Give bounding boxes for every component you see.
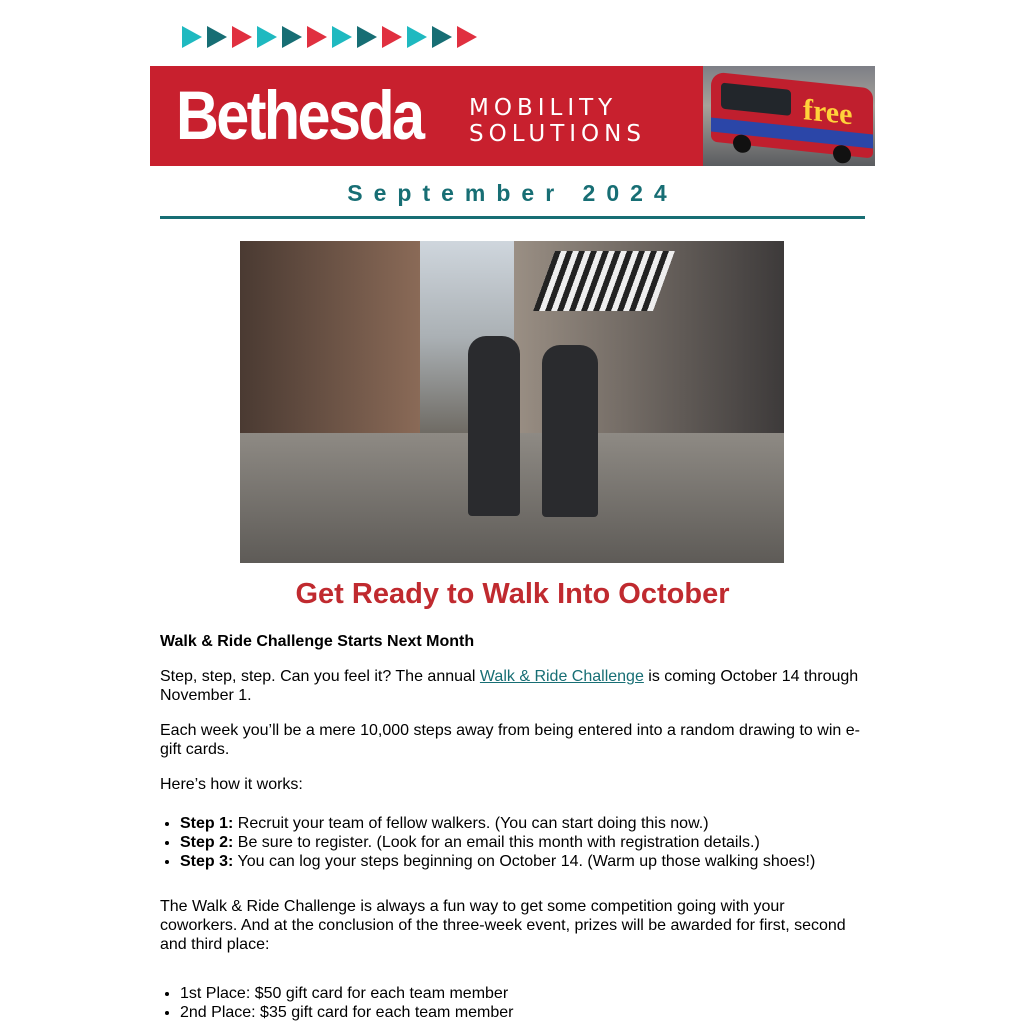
arrow-icon: [232, 26, 252, 48]
divider: [160, 216, 865, 219]
walker-figure: [542, 345, 598, 517]
bus-image: [703, 66, 875, 166]
step-label: Step 3:: [180, 853, 234, 870]
hero-image: [240, 241, 784, 563]
header-banner: [150, 66, 875, 166]
list-item: • 2nd Place: $35 gift card for each team member: [180, 1003, 865, 1022]
building-left: [240, 241, 420, 441]
paragraph-steps-info: Each week you’ll be a mere 10,000 steps away from being entered into a random drawing to win e-gift cards.: [160, 722, 860, 758]
paragraph-prizes-intro: The Walk & Ride Challenge is always a fun way to get some competition going with your coworkers. And at the conclusion of the three-week event, prizes will be awarded for first, second and third place:: [160, 898, 846, 953]
steps-list: [160, 814, 865, 871]
intro-text-end: is coming October 14 through November 1.: [160, 668, 859, 704]
prizes-list: [160, 984, 865, 1022]
article-headline: Get Ready to Walk Into October: [295, 578, 730, 610]
subbrand-line-1: MOBILITY: [469, 95, 618, 121]
arrow-icon: [307, 26, 327, 48]
list-item: [180, 852, 865, 871]
bus-free-text: free: [803, 93, 853, 132]
article-body: [160, 632, 865, 1022]
bus-graphic: [711, 71, 873, 158]
issue-month: September 2024: [347, 180, 678, 206]
intro-text: Step, step, step. Can you feel it? The annual: [160, 668, 480, 685]
subbrand-line-2: SOLUTIONS: [469, 121, 646, 147]
arrow-icon: [407, 26, 427, 48]
arrow-icon: [207, 26, 227, 48]
list-item: [180, 833, 865, 852]
list-item: • 1st Place: $50 gift card for each team member: [180, 984, 865, 1003]
step-text: You can log your steps beginning on October 14. (Warm up those walking shoes!): [233, 853, 816, 870]
arrow-icon: [457, 26, 477, 48]
arrow-icon: [357, 26, 377, 48]
arrow-icon: [332, 26, 352, 48]
arrow-icon: [257, 26, 277, 48]
brand-logo-text: Bethesda: [176, 77, 423, 154]
wheel-icon: [833, 144, 851, 164]
step-label: Step 2:: [180, 834, 234, 851]
storefront-awning: [533, 251, 675, 311]
article-subhead: Walk & Ride Challenge Starts Next Month: [160, 633, 475, 650]
brand-subtitle: [469, 95, 646, 147]
list-item: [180, 814, 865, 833]
step-text: Be sure to register. (Look for an email this month with registration details.): [233, 834, 760, 851]
wheel-icon: [733, 134, 751, 154]
paragraph-intro: [160, 667, 865, 705]
paragraph-how-it-works: Here’s how it works:: [160, 776, 303, 793]
arrow-icon: [282, 26, 302, 48]
step-label: Step 1:: [180, 815, 234, 832]
bus-window: [721, 83, 791, 116]
decorative-arrows: [182, 26, 477, 48]
arrow-icon: [182, 26, 202, 48]
walker-figure: [468, 336, 520, 516]
step-text: Recruit your team of fellow walkers. (You can start doing this now.): [233, 815, 709, 832]
arrow-icon: [432, 26, 452, 48]
walk-ride-challenge-link[interactable]: Walk & Ride Challenge: [479, 668, 644, 685]
arrow-icon: [382, 26, 402, 48]
